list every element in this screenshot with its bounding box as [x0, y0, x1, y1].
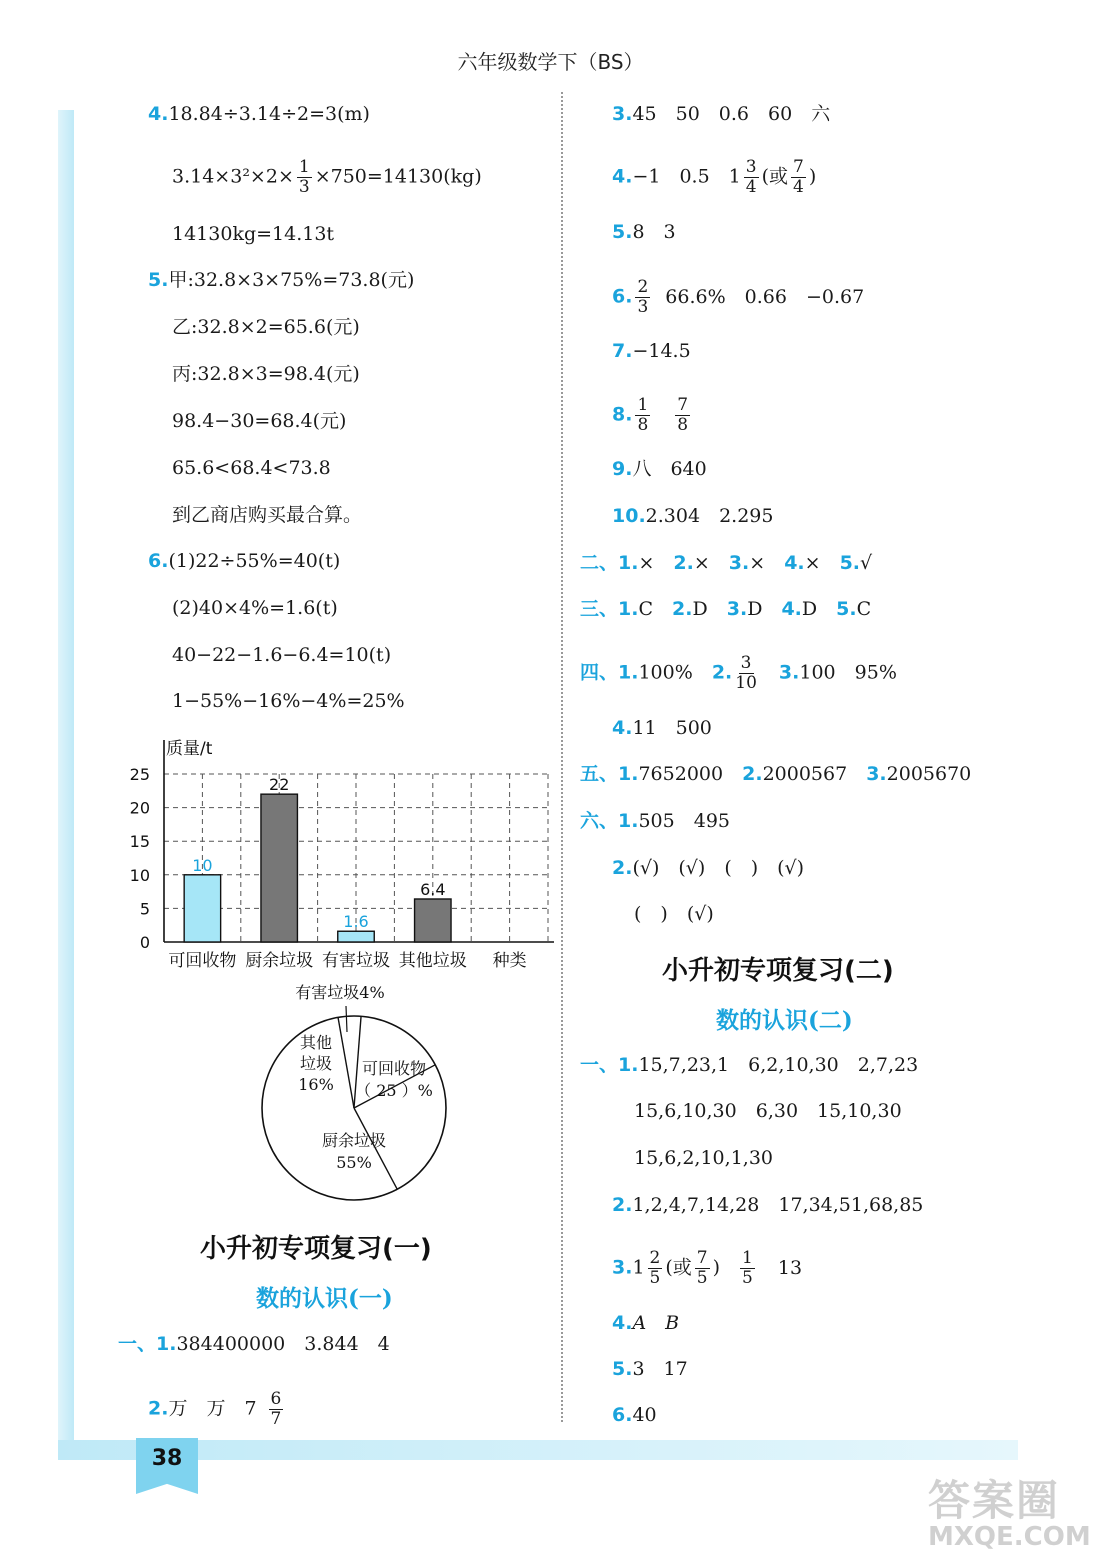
q6-line4: 1−55%−16%−4%=25% — [172, 690, 405, 712]
pie-chart — [250, 976, 460, 1206]
r-part-six-q2-cont: ( ) (√) — [634, 903, 714, 925]
s2-q1-line1: 一、1.15,7,23,1 6,2,10,30 2,7,23 — [580, 1054, 919, 1076]
pie-label-recyclable-pct: （ 25 ）% — [355, 1081, 433, 1100]
bar-data-label: 1.6 — [343, 912, 369, 932]
x-tick-label: 有害垃圾 — [322, 951, 390, 971]
pie-label-other-pct: 16% — [298, 1075, 334, 1094]
bar-data-label: 10 — [192, 855, 213, 875]
r-part-six: 六、1.505 495 — [580, 810, 730, 832]
pie-label-kitchen: 厨余垃圾 — [321, 1131, 387, 1150]
r-q8: 8. $\frac{1}{8}$ $\frac{7}{8}$ — [612, 395, 689, 435]
fraction: $\frac{7}{5}$ — [696, 1248, 708, 1288]
x-tick-label: 其他垃圾 — [398, 951, 467, 971]
s2-q2: 2.1,2,4,7,14,28 17,34,51,68,85 — [612, 1194, 924, 1216]
fraction: $\frac{6}{7}$ — [270, 1389, 282, 1429]
bar-4 — [415, 899, 451, 942]
s2-q5: 5.3 17 — [612, 1358, 688, 1380]
q4-line1: 4.18.84÷3.14÷2=3(m) — [148, 103, 370, 125]
x-tick-label: 厨余垃圾 — [245, 951, 314, 971]
section2-subtitle: 数的认识(二) — [716, 1007, 853, 1034]
r-q10: 10.2.304 2.295 — [612, 505, 774, 527]
q5-line6: 到乙商店购买最合算。 — [172, 504, 363, 526]
q5-line1: 5.甲:32.8×3×75%=73.8(元) — [148, 269, 415, 291]
page-number: 38 — [151, 1446, 183, 1471]
r-q5: 5.8 3 — [612, 221, 676, 243]
pie-label-kitchen-pct: 55% — [336, 1153, 372, 1172]
q4-line2: 3.14×3²×2× $\frac{1}{3}$ ×750=14130(kg) — [172, 157, 482, 197]
q4-line3: 14130kg=14.13t — [172, 223, 335, 245]
r-part-four-q4: 4.11 500 — [612, 717, 712, 739]
left-decor-bar — [58, 110, 74, 1440]
r-q4: 4.−1 0.5 1 $\frac{3}{4}$ (或 $\frac{7}{4}$ ) — [612, 157, 817, 197]
column-divider — [561, 92, 563, 1422]
r-q7: 7.−14.5 — [612, 340, 691, 362]
fraction: $\frac{2}{5}$ — [649, 1248, 661, 1288]
bar-data-label: 22 — [269, 775, 290, 795]
r-q6: 6. $\frac{2}{3}$ 66.6% 0.66 −0.67 — [612, 277, 865, 317]
r-q3: 3.45 50 0.6 60 六 — [612, 103, 831, 125]
s2-q6: 6.40 — [612, 1404, 657, 1426]
q6-line2: (2)40×4%=1.6(t) — [172, 597, 338, 619]
fraction: $\frac{7}{4}$ — [793, 157, 804, 197]
q5-line3: 丙:32.8×3=98.4(元) — [172, 363, 360, 385]
r-part-three: 三、1.C 2.D 3.D 4.D 5.C — [580, 598, 872, 620]
y-tick-label: 10 — [129, 865, 150, 885]
bar-1 — [184, 875, 220, 942]
watermark: 答案圈 MXQE.COM — [928, 1476, 1091, 1552]
q5-line5: 65.6<68.4<73.8 — [172, 457, 331, 479]
bar-chart — [120, 732, 560, 977]
pie-label-other: 其他 — [299, 1033, 333, 1052]
bottom-decor-band — [58, 1440, 1018, 1460]
s1-q2: 2.万 万 7 $\frac{6}{7}$ — [148, 1389, 282, 1429]
r-part-four: 四、1.100% 2. $\frac{3}{10}$ 3.100 95% — [580, 653, 897, 693]
fraction: $\frac{7}{8}$ — [677, 395, 689, 435]
s2-q1-line2: 15,6,10,30 6,30 15,10,30 — [634, 1100, 902, 1122]
fraction: $\frac{2}{3}$ — [637, 277, 649, 317]
s1-q1: 一、1.384400000 3.844 4 — [118, 1333, 390, 1355]
bar-2 — [261, 794, 297, 942]
fraction: $\frac{3}{4}$ — [745, 157, 757, 197]
y-tick-label: 20 — [129, 798, 150, 818]
y-tick-label: 5 — [139, 899, 150, 919]
section1-title: 小升初专项复习(一) — [200, 1234, 432, 1264]
pie-label-recyclable: 可回收物 — [361, 1059, 427, 1078]
fraction: $\frac{3}{10}$ — [735, 653, 757, 693]
bar-data-label: 6.4 — [420, 879, 446, 899]
r-part-five: 五、1.7652000 2.2000567 3.2005670 — [580, 763, 972, 785]
pie-label-other: 垃圾 — [299, 1054, 333, 1073]
q5-line4: 98.4−30=68.4(元) — [172, 410, 347, 432]
y-tick-label: 0 — [139, 933, 150, 952]
x-tick-label: 可回收物 — [168, 951, 237, 971]
section2-title: 小升初专项复习(二) — [662, 956, 894, 986]
y-axis-label: 质量/t — [166, 739, 213, 759]
s2-q1-line3: 15,6,2,10,1,30 — [634, 1147, 773, 1169]
x-axis-label: 种类 — [492, 951, 527, 971]
q6-line3: 40−22−1.6−6.4=10(t) — [172, 644, 392, 666]
r-part-two: 二、1.× 2.× 3.× 4.× 5.√ — [580, 552, 873, 574]
fraction: $\frac{1}{8}$ — [637, 395, 649, 435]
section1-subtitle: 数的认识(一) — [256, 1285, 393, 1312]
page-header: 六年级数学下（BS） — [457, 50, 644, 74]
bar-3 — [338, 931, 374, 942]
s2-q4: 4.A B — [612, 1312, 680, 1334]
s2-q3: 3.1 $\frac{2}{5}$ (或 $\frac{7}{5}$ ) $\frac{1}{5}$ 13 — [612, 1248, 803, 1288]
r-part-six-q2: 2.(√) (√) ( ) (√) — [612, 857, 805, 879]
q6-line1: 6.(1)22÷55%=40(t) — [148, 550, 341, 572]
y-tick-label: 25 — [129, 765, 150, 784]
q5-line2: 乙:32.8×2=65.6(元) — [172, 316, 360, 338]
r-q9: 9.八 640 — [612, 458, 707, 480]
y-tick-label: 15 — [129, 832, 150, 852]
fraction: $\frac{1}{3}$ — [298, 157, 310, 197]
fraction: $\frac{1}{5}$ — [742, 1248, 753, 1288]
pie-label-hazardous: 有害垃圾4% — [295, 983, 385, 1002]
